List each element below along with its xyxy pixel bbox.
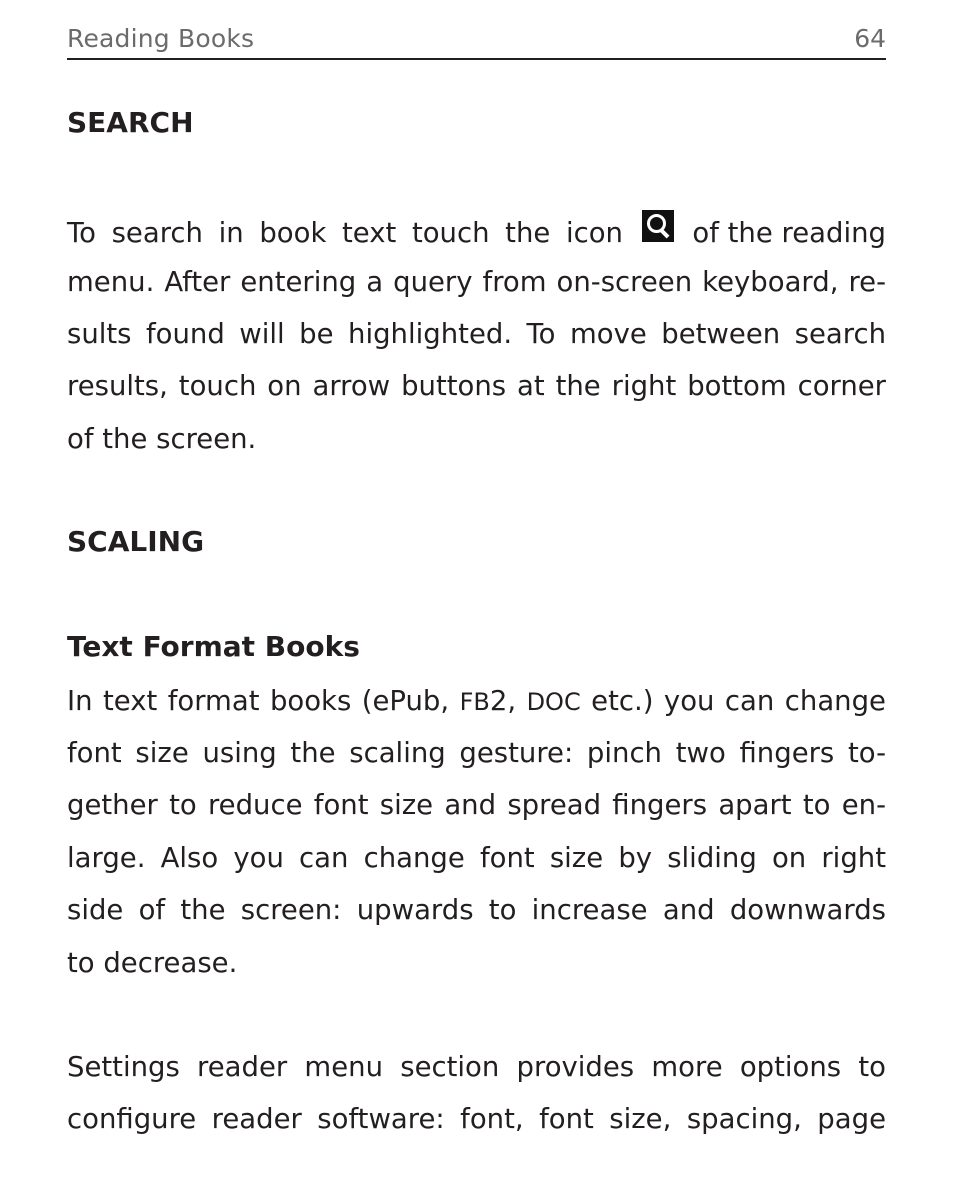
scaling-p1-line-1 bbox=[67, 681, 886, 722]
scaling-p1-line-5: side of the screen: upwards to increase and downwards bbox=[67, 894, 886, 926]
search-line-2: menu. After entering a query from on-screen keyboard, re- bbox=[67, 266, 886, 298]
scaling-p1-line-1-part-5: etc.) you can change bbox=[580, 685, 886, 717]
scaling-p2-line-2: configure reader software: font, font size, spacing, page bbox=[67, 1103, 886, 1135]
scaling-p1-line-1-part-1: In text format books (ePub, bbox=[67, 685, 460, 717]
scaling-p1-line-6: to decrease. bbox=[67, 947, 238, 979]
page-header bbox=[67, 22, 886, 60]
scaling-p1-line-2: font size using the scaling gesture: pinch two fingers to- bbox=[67, 737, 886, 769]
scaling-p1-line-1-part-3: 2, bbox=[489, 685, 527, 717]
search-line-1 bbox=[67, 210, 886, 253]
search-line-1-text-b: of the reading bbox=[692, 217, 886, 249]
format-fb-smallcaps: FB bbox=[459, 688, 490, 716]
search-line-3: sults found will be highlighted. To move between search bbox=[67, 318, 886, 350]
subsection-heading-text-format-books: Text Format Books bbox=[67, 630, 360, 663]
format-doc-smallcaps: DOC bbox=[526, 688, 581, 716]
search-icon bbox=[642, 210, 674, 242]
search-line-1-text-a: To search in book text touch the icon bbox=[67, 217, 623, 249]
running-title: Reading Books bbox=[67, 24, 255, 53]
section-heading-search: SEARCH bbox=[67, 106, 194, 139]
scaling-p1-line-4: large. Also you can change font size by sliding on right bbox=[67, 842, 886, 874]
scaling-p1-line-3: gether to reduce font size and spread fingers apart to en- bbox=[67, 789, 886, 821]
section-heading-scaling: SCALING bbox=[67, 525, 205, 558]
page-number: 64 bbox=[854, 24, 886, 53]
search-line-4: results, touch on arrow buttons at the right bottom corner bbox=[67, 370, 886, 402]
scaling-p2-line-1: Settings reader menu section provides more options to bbox=[67, 1051, 886, 1083]
search-line-5: of the screen. bbox=[67, 423, 257, 455]
